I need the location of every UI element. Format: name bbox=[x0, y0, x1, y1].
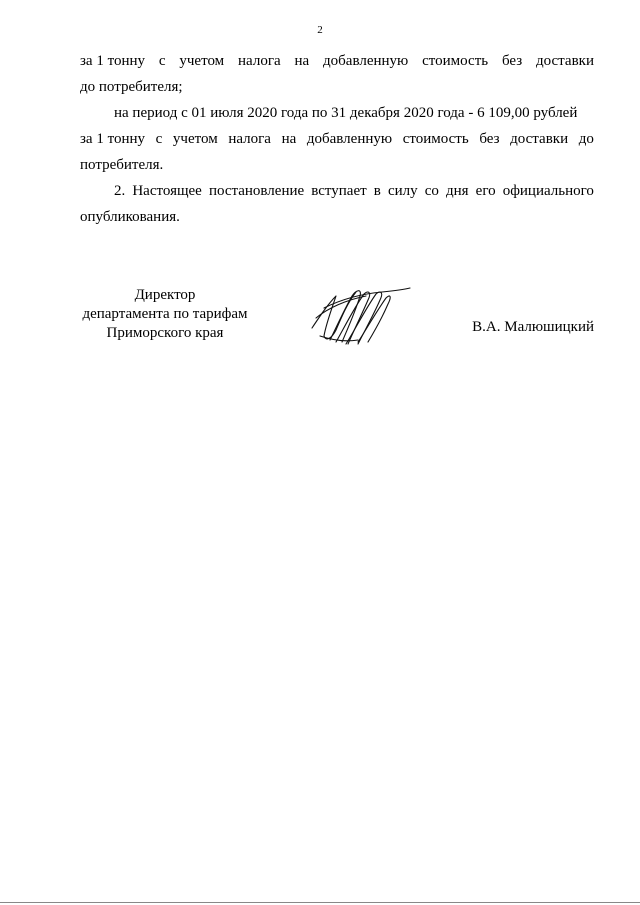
paragraph-period bbox=[80, 100, 594, 178]
word: добавленную bbox=[323, 53, 409, 69]
word: за 1 тонну bbox=[80, 131, 145, 147]
paragraph-line bbox=[80, 178, 594, 204]
word: на bbox=[281, 131, 297, 147]
word: добавленную bbox=[306, 131, 393, 147]
word: стоимость bbox=[402, 131, 469, 147]
word: за 1 тонну bbox=[80, 53, 145, 69]
word: учетом bbox=[172, 131, 218, 147]
word: Настоящее bbox=[132, 183, 202, 199]
signatory-name: В.А. Малюшицкий bbox=[472, 319, 594, 335]
position-title: Директор bbox=[134, 287, 196, 303]
word: 2. bbox=[114, 183, 126, 199]
word: налога bbox=[238, 53, 281, 69]
word: учетом bbox=[179, 53, 225, 69]
paragraph-continuation bbox=[80, 48, 594, 100]
word: в bbox=[373, 183, 381, 199]
word: официального bbox=[502, 183, 594, 199]
word: дня bbox=[446, 183, 469, 199]
word: на bbox=[294, 53, 310, 69]
handwritten-signature bbox=[306, 278, 416, 352]
word: вступает bbox=[311, 183, 367, 199]
paragraph-line: опубликования. bbox=[80, 209, 180, 225]
paragraph-line bbox=[80, 48, 594, 74]
signatory-position bbox=[80, 286, 250, 343]
paragraph-line: потребителя. bbox=[80, 157, 164, 173]
word: до bbox=[578, 131, 594, 147]
paragraph-line: на период с 01 июля 2020 года по 31 декабря 2020 года - 6 109,00 рублей bbox=[114, 105, 578, 121]
page-bottom-edge bbox=[0, 902, 640, 903]
position-region: Приморского края bbox=[106, 325, 224, 341]
word: без bbox=[479, 131, 500, 147]
word: силу bbox=[387, 183, 418, 199]
word: доставки bbox=[510, 131, 569, 147]
paragraph-effective bbox=[80, 178, 594, 230]
word: его bbox=[475, 183, 496, 199]
page-number: 2 bbox=[317, 24, 323, 36]
paragraph-line: до потребителя; bbox=[80, 79, 183, 95]
word: без bbox=[501, 53, 523, 69]
word: постановление bbox=[208, 183, 305, 199]
word: с bbox=[158, 53, 166, 69]
word: доставки bbox=[536, 53, 594, 69]
word: стоимость bbox=[422, 53, 489, 69]
position-department: департамента по тарифам bbox=[82, 306, 248, 322]
paragraph-line bbox=[80, 126, 594, 152]
word: налога bbox=[228, 131, 271, 147]
word: со bbox=[424, 183, 439, 199]
word: с bbox=[155, 131, 163, 147]
